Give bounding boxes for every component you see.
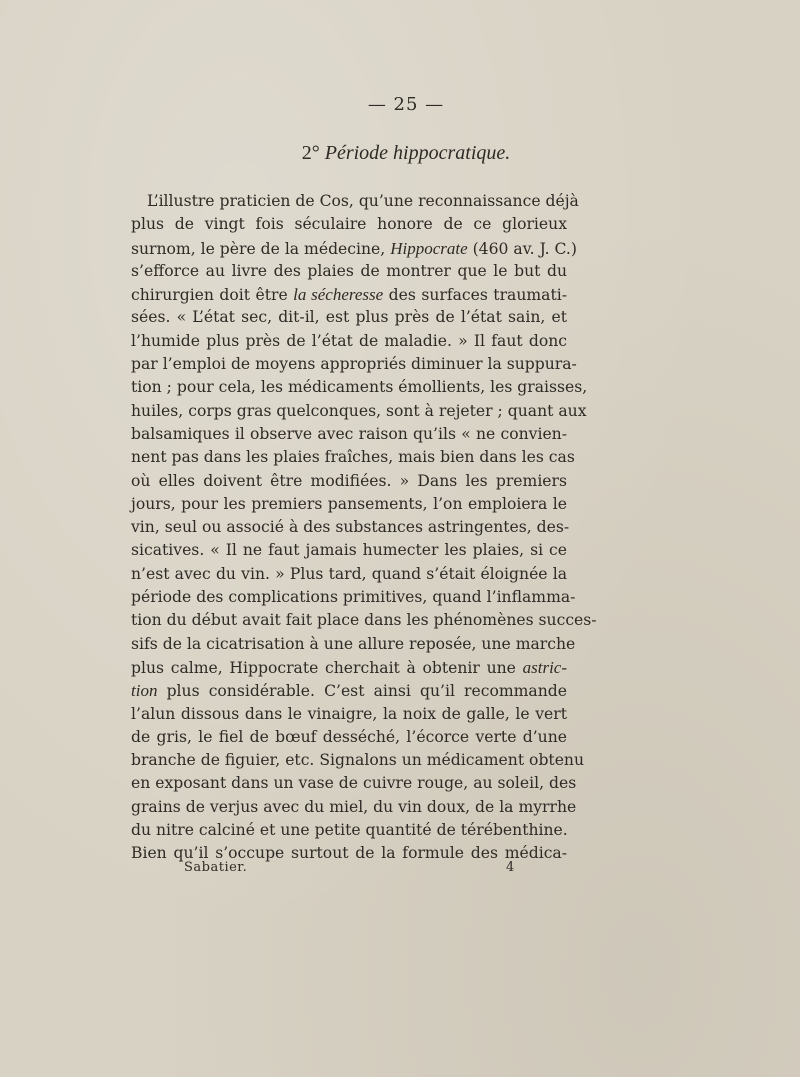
text-line bbox=[131, 213, 567, 236]
line-text: sées. « L’état sec, dit-il, est plus près de l’état sain, et bbox=[131, 308, 567, 327]
line-text: sifs de la cicatrisation à une allure reposée, une marche bbox=[131, 634, 576, 653]
text-line bbox=[131, 353, 577, 376]
italic-text: tion bbox=[131, 681, 158, 701]
line-text: période des complications primitives, quand l’inflamma- bbox=[131, 588, 576, 607]
section-title bbox=[0, 142, 800, 165]
text-line bbox=[131, 819, 567, 842]
text-line bbox=[131, 470, 567, 493]
line-text: nent pas dans les plaies fraîches, mais bien dans les cas bbox=[131, 448, 575, 467]
section-number: 2° bbox=[301, 142, 325, 164]
text-line bbox=[131, 749, 585, 772]
line-text: (460 av. J. C.) bbox=[467, 239, 577, 258]
line-text: Bien qu’il s’occupe surtout de la formule des médica- bbox=[131, 844, 567, 863]
page-number: — 25 — bbox=[367, 94, 445, 115]
line-text: plus de vingt fois séculaire honore de ce glorieux bbox=[131, 215, 567, 234]
line-text: par l’emploi de moyens appropriés diminuer la suppura- bbox=[131, 355, 577, 374]
line-text: de gris, le fiel de bœuf desséché, l’écorce verte d’une bbox=[131, 727, 567, 746]
text-line bbox=[131, 493, 567, 516]
italic-text: Hippocrate bbox=[390, 238, 468, 258]
line-text: l’alun dissous dans le vinaigre, la noix de galle, le vert bbox=[131, 704, 567, 723]
text-line bbox=[131, 796, 577, 819]
footer-signature-mark: 4 bbox=[506, 860, 515, 875]
line-text: grains de verjus avec du miel, du vin doux, de la myrrhe bbox=[131, 797, 577, 816]
text-line bbox=[131, 237, 577, 260]
line-text: l’humide plus près de l’état de maladie. » Il faut donc bbox=[131, 331, 567, 350]
footer-author: Sabatier. bbox=[184, 860, 248, 875]
text-line bbox=[131, 446, 575, 469]
text-line bbox=[131, 586, 576, 609]
line-text: huiles, corps gras quelconques, sont à rejeter ; quant aux bbox=[131, 401, 587, 420]
line-text: plus considérable. C’est ainsi qu’il recommande bbox=[157, 682, 567, 701]
text-line bbox=[131, 703, 567, 726]
line-text: surnom, le père de la médecine, bbox=[131, 239, 391, 258]
line-text: où elles doivent être modifiées. » Dans les premiers bbox=[131, 471, 567, 490]
text-line bbox=[131, 376, 588, 399]
line-text: branche de figuier, etc. Signalons un médicament obtenu bbox=[131, 751, 585, 770]
line-text: en exposant dans un vase de cuivre rouge, au soleil, des bbox=[131, 774, 577, 793]
line-text: jours, pour les premiers pansements, l’on emploiera le bbox=[131, 494, 567, 513]
body-paragraph bbox=[131, 190, 597, 866]
text-line bbox=[131, 539, 567, 562]
line-text: tion du début avait fait place dans les phénomènes succes- bbox=[131, 611, 597, 630]
text-line bbox=[131, 772, 577, 795]
text-line bbox=[131, 633, 576, 656]
line-text: des surfaces traumati- bbox=[383, 286, 567, 305]
text-line bbox=[131, 260, 567, 283]
line-text: L’illustre praticien de Cos, qu’une reconnaissance déjà bbox=[147, 192, 579, 210]
line-text: du nitre calciné et une petite quantité de térébenthine. bbox=[131, 821, 568, 840]
text-line bbox=[131, 679, 567, 702]
line-text: tion ; pour cela, les médicaments émollients, les graisses, bbox=[131, 378, 588, 397]
text-line bbox=[131, 330, 567, 353]
line-text: vin, seul ou associé à des substances astringentes, des- bbox=[131, 518, 570, 537]
text-line bbox=[131, 656, 567, 679]
section-title-text: Période hippocratique. bbox=[324, 142, 511, 164]
text-line bbox=[131, 726, 567, 749]
text-line bbox=[131, 563, 567, 586]
line-text: balsamiques il observe avec raison qu’ils « ne convien- bbox=[131, 424, 567, 443]
text-line bbox=[131, 609, 597, 632]
text-line bbox=[131, 423, 567, 446]
line-text: plus calme, Hippocrate cherchait à obtenir une bbox=[131, 658, 523, 677]
text-line bbox=[131, 190, 579, 213]
line-text: sicatives. « Il ne faut jamais humecter les plaies, si ce bbox=[131, 541, 567, 560]
text-line bbox=[131, 516, 570, 539]
line-text: s’efforce au livre des plaies de montrer que le but du bbox=[131, 261, 567, 280]
line-text: n’est avec du vin. » Plus tard, quand s’était éloignée la bbox=[131, 564, 567, 583]
italic-text: la sécheresse bbox=[293, 285, 384, 305]
text-line bbox=[131, 400, 587, 423]
line-text: chirurgien doit être bbox=[131, 286, 294, 305]
text-line bbox=[131, 283, 567, 306]
italic-text: astric- bbox=[522, 657, 567, 677]
text-line bbox=[131, 306, 567, 329]
